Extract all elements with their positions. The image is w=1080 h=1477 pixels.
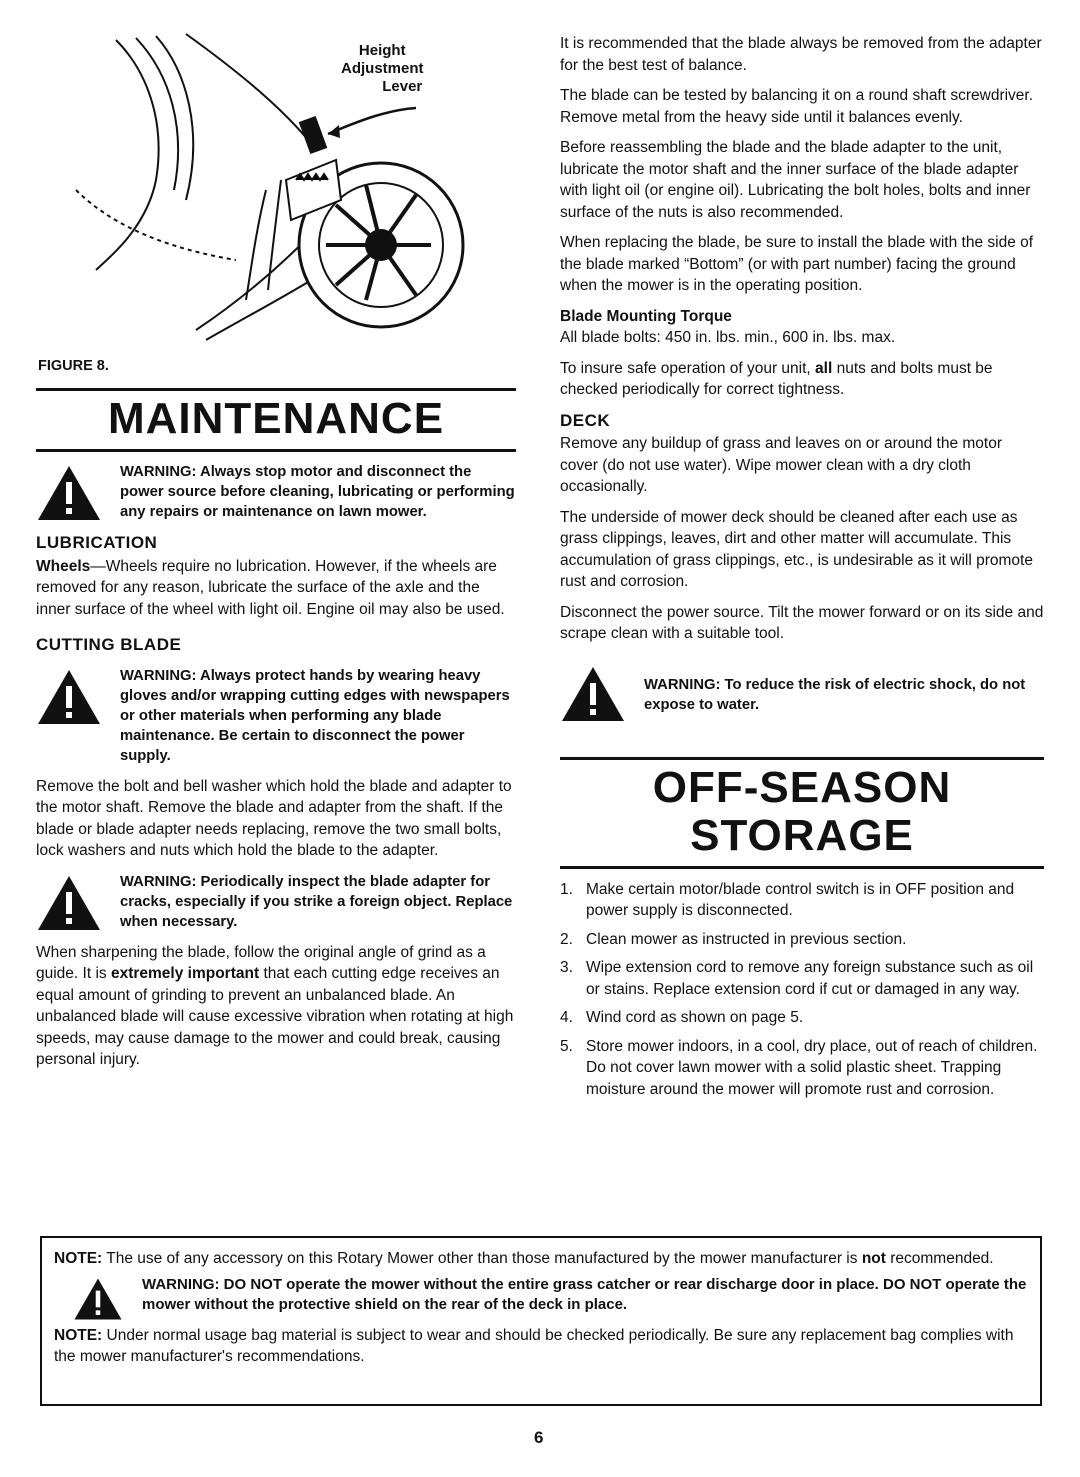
note-box-warning xyxy=(54,1275,1028,1321)
note-1-bold: not xyxy=(861,1250,886,1267)
cutting-blade-warning-2-text: WARNING: Periodically inspect the blade adapter for cracks, especially if you strike a foreign object. Replace when necessary. xyxy=(120,873,513,930)
off-season-storage-title: OFF-SEASON STORAGE xyxy=(560,757,1044,869)
torque-value: All blade bolts: 450 in. lbs. min., 600 in. lbs. max. xyxy=(560,329,896,346)
tightness-paragraph xyxy=(560,358,1044,401)
maintenance-title: MAINTENANCE xyxy=(36,388,516,452)
list-number: 2. xyxy=(560,930,573,948)
maintenance-warning xyxy=(36,462,516,522)
cutting-blade-warning-1-text: WARNING: Always protect hands by wearing heavy gloves and/or wrapping cutting edges with newspapers or other materials when performing any blade maintenance. Be certain to disconnect the power supply. xyxy=(120,667,510,764)
note-1 xyxy=(54,1248,1028,1269)
note-1-part-b: recommended. xyxy=(885,1250,994,1267)
warning-triangle-icon xyxy=(36,668,102,726)
torque-title: Blade Mounting Torque xyxy=(560,307,732,325)
height-adjustment-lever-label xyxy=(341,42,424,96)
deck-paragraph-2: The underside of mower deck should be cleaned after each use as grass clippings, leaves, dirt and other matter will accumulate. This accumulation of grass clippings, etc., is undesirable as it will promote rust and corrosion. xyxy=(560,508,1033,590)
callout-line-1: Height xyxy=(358,42,406,59)
cutting-blade-warning-1 xyxy=(36,666,516,766)
deck-heading: DECK xyxy=(560,410,611,430)
balance-paragraph-1: It is recommended that the blade always be removed from the adapter for the best test of balance. xyxy=(560,35,1042,74)
lubrication-body: —Wheels require no lubrication. However, if the wheels are removed for any reason, lubricate the surface of the axle and the inner surface of the wheel with light oil. Engine oil may also be used. xyxy=(36,557,505,618)
note-1-label: NOTE: xyxy=(54,1250,103,1267)
balance-paragraph-2: The blade can be tested by balancing it on a round shaft screwdriver. Remove metal from the heavy side until it balances evenly. xyxy=(560,87,1034,126)
deck-paragraph-1: Remove any buildup of grass and leaves on or around the motor cover (do not use water). Wipe mower clean with a dry cloth occasionally. xyxy=(560,435,1003,495)
list-number: 4. xyxy=(560,1009,573,1026)
replacing-blade-paragraph: When replacing the blade, be sure to install the blade with the side of the blade marked “Bottom” (or with part number) facing the ground when the mower is in the operating position. xyxy=(560,234,1034,294)
mower-wheel-illustration xyxy=(36,30,516,360)
deck-warning xyxy=(560,663,1044,723)
para2-part-a: When sharpening the blade, follow the original angle of grind as a guide. It is xyxy=(36,943,486,982)
lubrication-heading: LUBRICATION xyxy=(36,533,158,552)
list-number: 1. xyxy=(560,880,573,898)
list-text: Store mower indoors, in a cool, dry place, out of reach of children. Do not cover lawn mower with a solid plastic sheet. Trapping moisture around the mower will promote rust and corrosion. xyxy=(586,1037,1038,1098)
tightness-part-a: To insure safe operation of your unit, xyxy=(560,359,816,377)
maintenance-warning-text: WARNING: Always stop motor and disconnect the power source before cleaning, lubricating or performing any repairs or maintenance on lawn mower. xyxy=(120,464,515,520)
callout-line-3: Lever xyxy=(382,78,423,95)
warning-triangle-icon xyxy=(72,1277,124,1321)
page-number: 6 xyxy=(534,1428,544,1447)
figure-8 xyxy=(36,30,516,374)
warning-triangle-icon xyxy=(36,464,102,522)
warning-triangle-icon xyxy=(560,665,626,723)
list-number: 3. xyxy=(560,959,573,976)
figure-caption: FIGURE 8. xyxy=(38,358,109,374)
list-number: 5. xyxy=(560,1037,573,1055)
note-box-warning-text: WARNING: DO NOT operate the mower without the entire grass catcher or rear discharge door in place. DO NOT operate the mower without the protective shield on the rear of the deck in place. xyxy=(142,1276,1027,1313)
left-column xyxy=(36,30,516,1080)
right-column xyxy=(560,33,1044,1107)
para2-bold: extremely important xyxy=(110,965,260,982)
list-item xyxy=(560,1036,1044,1101)
reassembly-paragraph: Before reassembling the blade and the blade adapter to the unit, lubricate the motor shaft and the inner surface of the blade adapter with light oil (or engine oil). Lubricating the bolt holes, bolts and inner surface of the nuts is also recommended. xyxy=(560,139,1031,221)
cutting-blade-heading: CUTTING BLADE xyxy=(36,635,182,654)
note-1-part-a: The use of any accessory on this Rotary Mower other than those manufactured by the mower manufacturer is xyxy=(102,1250,862,1267)
para2-part-b: that each cutting edge receives an equal amount of grinding to prevent an unbalanced blade. An unbalanced blade will cause excessive vibration when rotating at high speeds, may cause damage to the mower and could break, causing personal injury. xyxy=(36,965,514,1068)
lubrication-lead: Wheels xyxy=(36,557,91,575)
note-2 xyxy=(54,1325,1028,1367)
list-text: Clean mower as instructed in previous section. xyxy=(586,930,907,948)
cutting-blade-paragraph-1: Remove the bolt and bell washer which hold the blade and adapter to the motor shaft. Remove the blade and adapter from the shaft. If the blade or blade adapter needs replacing, remove the two small bolts, lock washers and nuts which hold the blade to the adapter. xyxy=(36,777,512,859)
deck-paragraph-3: Disconnect the power source. Tilt the mower forward or on its side and scrape clean with a suitable tool. xyxy=(560,603,1044,642)
list-item xyxy=(560,957,1044,1000)
cutting-blade-warning-2 xyxy=(36,872,516,932)
storage-list xyxy=(560,879,1044,1101)
list-text: Wipe extension cord to remove any foreign substance such as oil or stains. Replace extension cord if cut or damaged in any way. xyxy=(586,959,1034,998)
list-item xyxy=(560,1007,1044,1029)
list-text: Make certain motor/blade control switch is in OFF position and power supply is disconnected. xyxy=(586,880,1015,919)
list-item xyxy=(560,879,1044,922)
callout-line-2: Adjustment xyxy=(341,60,424,77)
tightness-part-b: nuts and bolts must be checked periodically for correct tightness. xyxy=(560,359,993,398)
note-box xyxy=(40,1236,1042,1406)
warning-triangle-icon xyxy=(36,874,102,932)
note-2-text: Under normal usage bag material is subject to wear and should be checked periodically. Be sure any replacement bag complies with the mower manufacturer's recommendations. xyxy=(54,1327,1014,1365)
list-item xyxy=(560,929,1044,951)
lubrication-paragraph xyxy=(36,556,516,621)
deck-warning-text: WARNING: To reduce the risk of electric shock, do not expose to water. xyxy=(644,676,1026,713)
note-2-label: NOTE: xyxy=(54,1327,103,1344)
tightness-bold: all xyxy=(815,359,833,377)
list-text: Wind cord as shown on page 5. xyxy=(586,1009,804,1026)
cutting-blade-paragraph-2 xyxy=(36,942,516,1071)
